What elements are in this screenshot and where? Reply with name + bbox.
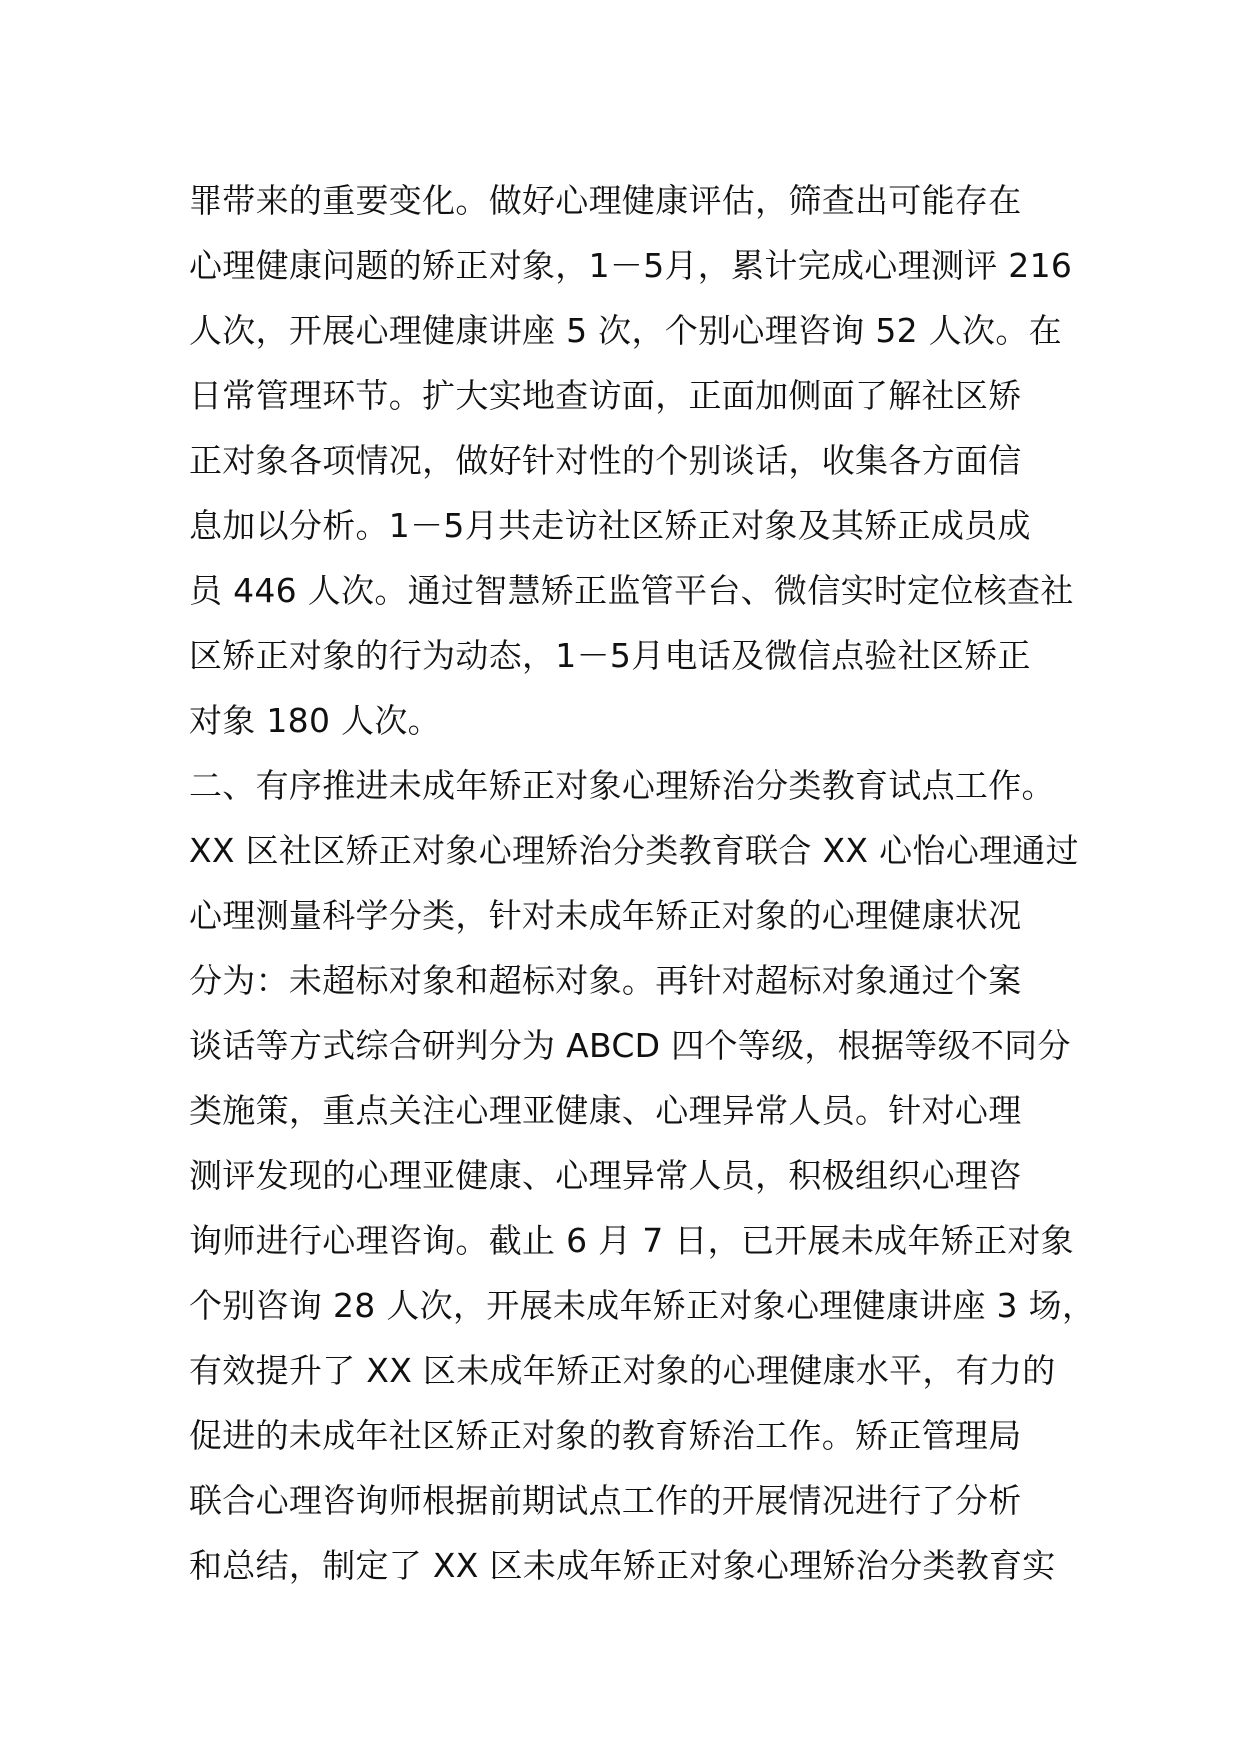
text-line: 类施策，重点关注心理亚健康、心理异常人员。针对心理 bbox=[189, 1091, 1022, 1130]
text-line: 联合心理咨询师根据前期试点工作的开展情况进行了分析 bbox=[189, 1481, 1022, 1520]
text-line: 正对象各项情况，做好针对性的个别谈话，收集各方面信 bbox=[189, 441, 1022, 480]
text-line: 对象 180 人次。 bbox=[189, 701, 441, 740]
section-heading: 二、有序推进未成年矫正对象心理矫治分类教育试点工作。 bbox=[189, 766, 1055, 805]
text-line: 人次，开展心理健康讲座 5 次，个别心理咨询 52 人次。在 bbox=[189, 311, 1062, 350]
text-line: 日常管理环节。扩大实地查访面，正面加侧面了解社区矫 bbox=[189, 376, 1022, 415]
text-line: 测评发现的心理亚健康、心理异常人员，积极组织心理咨 bbox=[189, 1156, 1022, 1195]
body-text bbox=[189, 168, 1096, 1598]
text-line: 有效提升了 XX 区未成年矫正对象的心理健康水平，有力的 bbox=[189, 1351, 1056, 1390]
text-line: 心理测量科学分类，针对未成年矫正对象的心理健康状况 bbox=[189, 896, 1022, 935]
text-line: 询师进行心理咨询。截止 6 月 7 日，已开展未成年矫正对象 bbox=[189, 1221, 1074, 1260]
text-line: 息加以分析。1－5月共走访社区矫正对象及其矫正成员成 bbox=[189, 506, 1031, 545]
text-line: 和总结，制定了 XX 区未成年矫正对象心理矫治分类教育实 bbox=[189, 1546, 1056, 1585]
text-line: 个别咨询 28 人次，开展未成年矫正对象心理健康讲座 3 场， bbox=[189, 1286, 1096, 1325]
text-line: 罪带来的重要变化。做好心理健康评估，筛查出可能存在 bbox=[189, 181, 1022, 220]
text-line: 心理健康问题的矫正对象，1－5月，累计完成心理测评 216 bbox=[189, 246, 1073, 285]
text-line: 促进的未成年社区矫正对象的教育矫治工作。矫正管理局 bbox=[189, 1416, 1022, 1455]
text-line: 员 446 人次。通过智慧矫正监管平台、微信实时定位核查社 bbox=[189, 571, 1074, 610]
text-line: 分为：未超标对象和超标对象。再针对超标对象通过个案 bbox=[189, 961, 1022, 1000]
text-line: XX 区社区矫正对象心理矫治分类教育联合 XX 心怡心理通过 bbox=[189, 831, 1079, 870]
text-line: 谈话等方式综合研判分为 ABCD 四个等级，根据等级不同分 bbox=[189, 1026, 1071, 1065]
text-line: 区矫正对象的行为动态，1－5月电话及微信点验社区矫正 bbox=[189, 636, 1031, 675]
